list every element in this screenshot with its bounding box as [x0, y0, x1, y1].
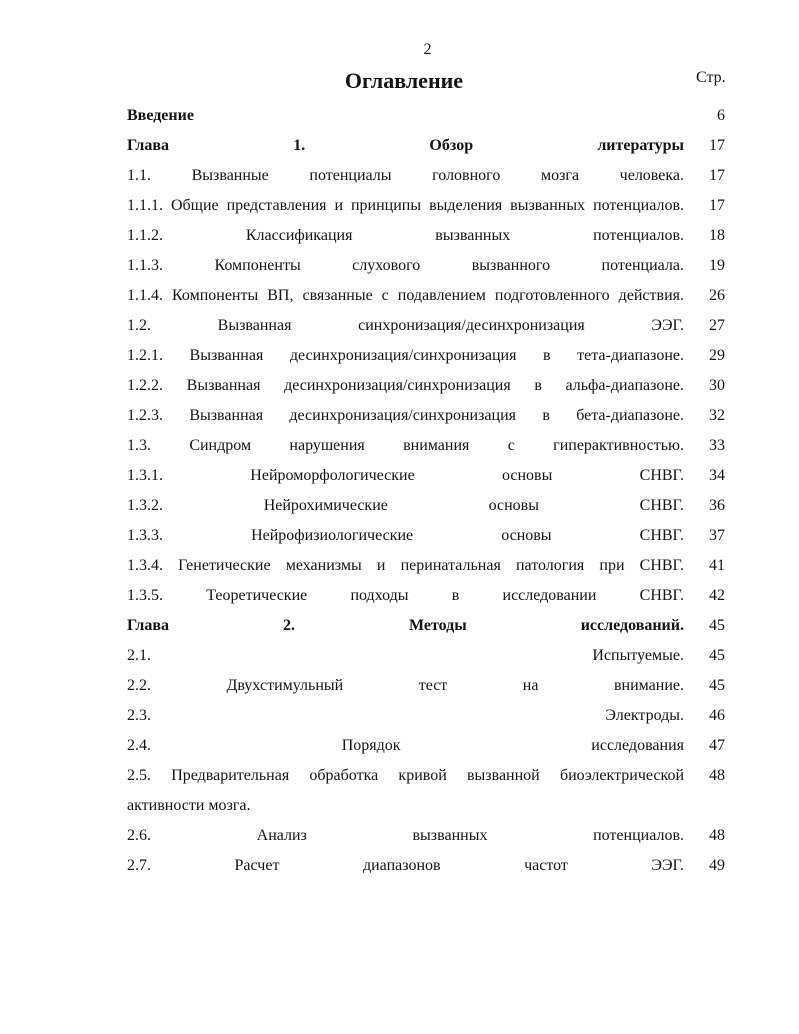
toc-entry — [127, 131, 725, 161]
toc-entry-page: 17 — [709, 137, 725, 154]
toc-entry-page: 36 — [709, 497, 725, 514]
toc-entry-page: 42 — [709, 587, 725, 604]
toc-entry-page: 6 — [717, 107, 725, 124]
toc-entry-page: 37 — [709, 527, 725, 544]
toc-entry — [127, 101, 725, 131]
toc-entry-title: 1.3.5. Теоретические подходы в исследовании СНВГ. — [127, 587, 684, 604]
toc-entry-page: 41 — [709, 557, 725, 574]
toc-entry-page: 17 — [709, 167, 725, 184]
toc-entry-page: 45 — [709, 617, 725, 634]
toc-entry-page: 46 — [709, 707, 725, 724]
toc-entry-title: 2.2. Двухстимульный тест на внимание. — [127, 677, 684, 694]
toc-entry-title: 1.1.2. Классификация вызванных потенциалов. — [127, 227, 684, 244]
toc-entry-page: 47 — [709, 737, 725, 754]
toc-entry — [127, 701, 725, 731]
toc-entry-title: 1.3.1. Нейроморфологические основы СНВГ. — [127, 467, 684, 484]
toc-entry — [127, 251, 725, 281]
toc-entry-title: 2.6. Анализ вызванных потенциалов. — [127, 827, 684, 844]
toc-entry — [127, 851, 725, 881]
toc-entry-title: 1.1.4. Компоненты ВП, связанные с подавлением подготовленного действия. — [127, 287, 684, 304]
page-title: Оглавление — [344, 68, 464, 93]
toc-entry-page: 49 — [709, 857, 725, 874]
toc-entry-page: 30 — [709, 377, 725, 394]
toc-entry — [127, 671, 725, 701]
toc-entry-page: 18 — [709, 227, 725, 244]
toc-entry-page: 45 — [709, 647, 725, 664]
page-column-header: Стр. — [696, 69, 726, 86]
toc-entry-title: 2.4. Порядок исследования — [127, 737, 684, 754]
toc-entry-title: Глава 1. Обзор литературы — [127, 137, 684, 154]
toc-entry-page: 48 — [709, 827, 725, 844]
toc-entry-title: 1.3. Синдром нарушения внимания с гиперактивностью. — [127, 437, 684, 454]
toc-entry-title: 1.2.1. Вызванная десинхронизация/синхронизация в тета-диапазоне. — [127, 347, 684, 364]
page-number: 2 — [423, 41, 432, 58]
toc-entry — [127, 161, 725, 191]
toc-entry-title: 1.1. Вызванные потенциалы головного мозга человека. — [127, 167, 684, 184]
toc-entry — [127, 221, 725, 251]
toc-entry-title: 2.1. Испытуемые. — [127, 647, 684, 664]
toc-entry — [127, 491, 725, 521]
toc-entry-page: 27 — [709, 317, 725, 334]
toc-entry-title: 1.2. Вызванная синхронизация/десинхронизация ЭЭГ. — [127, 317, 684, 334]
toc-entry-page: 17 — [709, 197, 725, 214]
toc-entry-title: 2.5. Предварительная обработка кривой вызванной биоэлектрической активности мозга. — [127, 767, 684, 814]
toc-entry-page: 19 — [709, 257, 725, 274]
toc-entry — [127, 341, 725, 371]
toc-entry-title: 2.7. Расчет диапазонов частот ЭЭГ. — [127, 857, 684, 874]
toc-entry-title: 1.1.1. Общие представления и принципы выделения вызванных потенциалов. — [127, 197, 684, 214]
toc-entry-title: 1.3.4. Генетические механизмы и перинатальная патология при СНВГ. — [127, 557, 684, 574]
toc-entry-page: 32 — [709, 407, 725, 424]
toc-entry — [127, 371, 725, 401]
toc-entry-title: 1.2.2. Вызванная десинхронизация/синхронизация в альфа-диапазоне. — [127, 377, 684, 394]
toc-entry-page: 26 — [709, 287, 725, 304]
toc-entry-page: 48 — [709, 767, 725, 784]
toc-entry — [127, 581, 725, 611]
toc-entry — [127, 551, 725, 581]
toc-entry — [127, 281, 725, 311]
toc-entry — [127, 731, 725, 761]
toc-entry — [127, 521, 725, 551]
toc-entry — [127, 401, 725, 431]
table-of-contents — [127, 101, 725, 881]
toc-entry-page: 29 — [709, 347, 725, 364]
toc-entry — [127, 461, 725, 491]
toc-entry-page: 45 — [709, 677, 725, 694]
toc-entry-title: 2.3. Электроды. — [127, 707, 684, 724]
toc-entry-title: 1.2.3. Вызванная десинхронизация/синхронизация в бета-диапазоне. — [127, 407, 684, 424]
toc-entry-title: Введение — [127, 107, 194, 124]
toc-entry — [127, 611, 725, 641]
toc-entry — [127, 431, 725, 461]
toc-entry-title: 1.3.2. Нейрохимические основы СНВГ. — [127, 497, 684, 514]
toc-entry-title: 1.3.3. Нейрофизиологические основы СНВГ. — [127, 527, 684, 544]
toc-entry-page: 33 — [709, 437, 725, 454]
toc-entry — [127, 191, 725, 221]
toc-entry-page: 34 — [709, 467, 725, 484]
toc-entry — [127, 311, 725, 341]
toc-entry-title: Глава 2. Методы исследований. — [127, 617, 684, 634]
toc-entry — [127, 641, 725, 671]
toc-entry-title: 1.1.3. Компоненты слухового вызванного потенциала. — [127, 257, 684, 274]
toc-entry — [127, 761, 725, 821]
toc-entry — [127, 821, 725, 851]
